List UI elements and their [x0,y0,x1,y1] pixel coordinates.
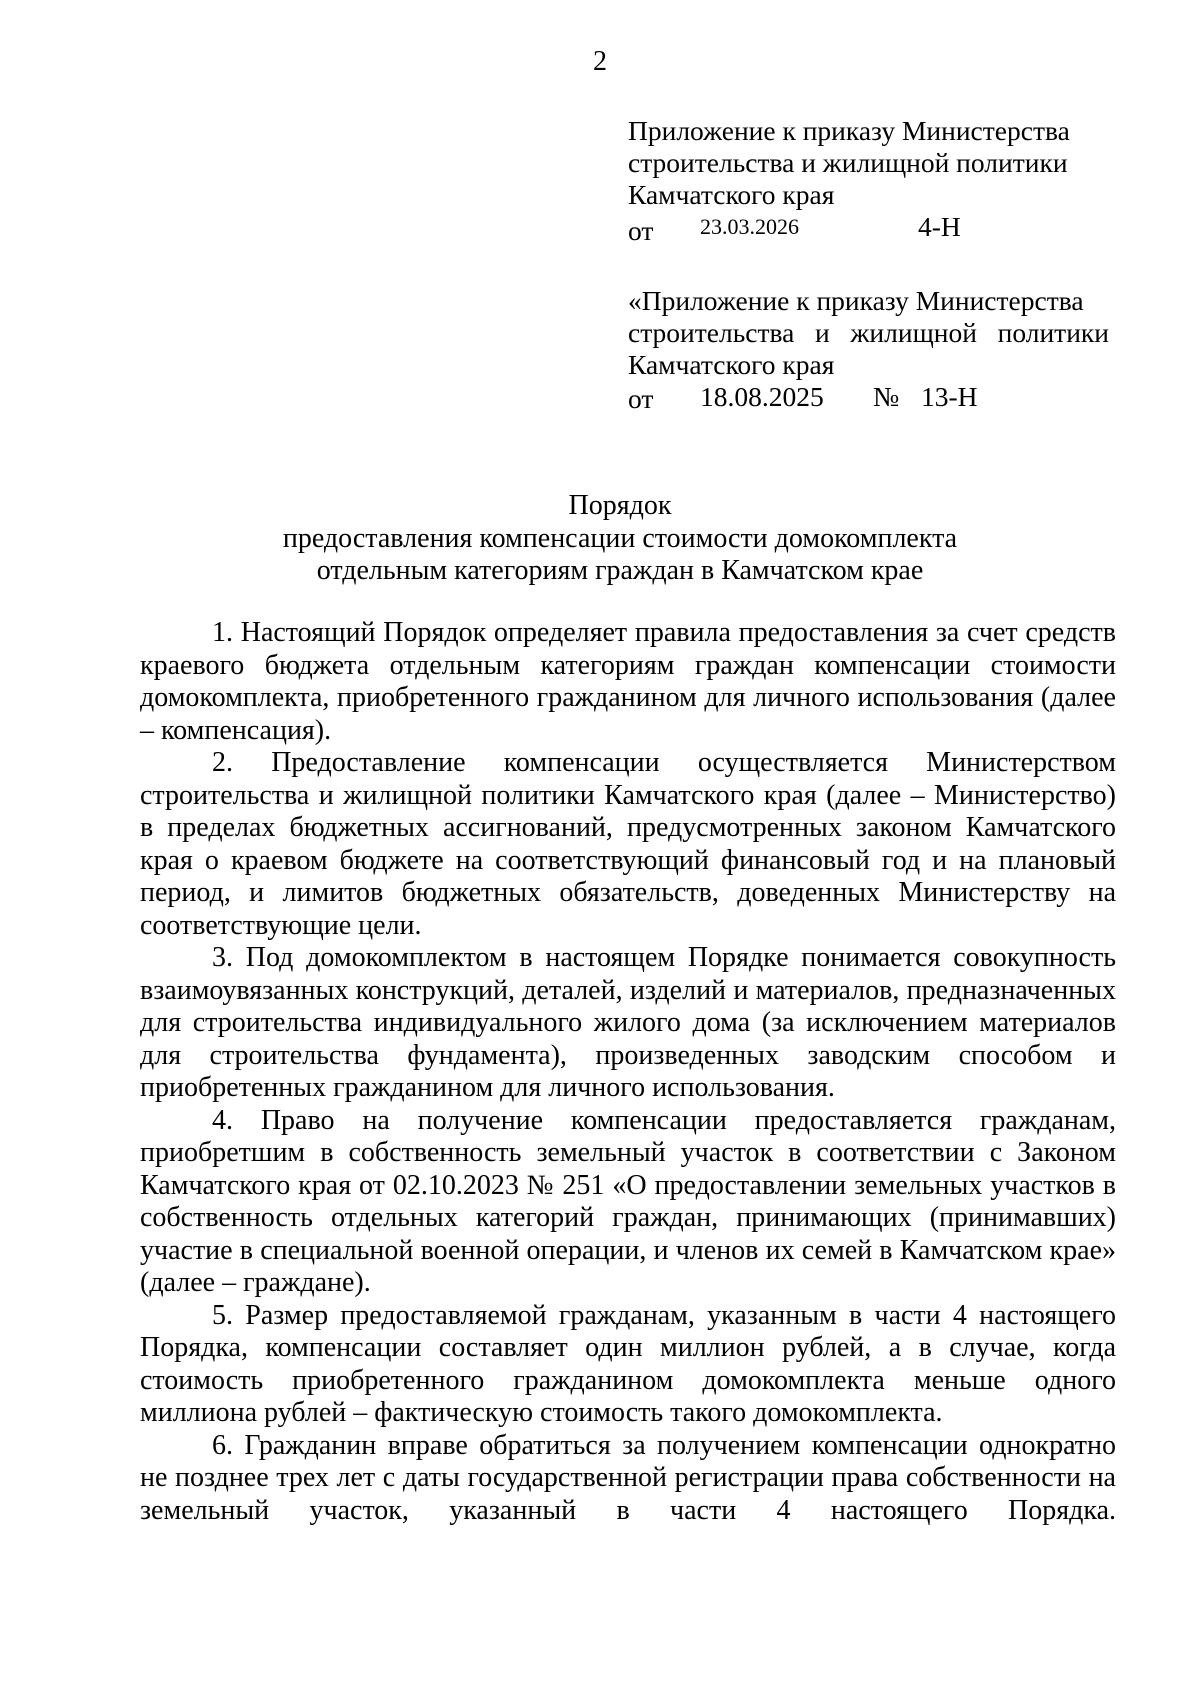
paragraph-4: 4. Право на получение компенсации предоставляется гражданам, приобретшим в собственность земельный участок в соответствии с Законом Камчатского края от 02.10.2023 № 251 «О предоставлении земельных участков в собственность отдельных категорий граждан, принимающих (принимавших) участие в специальной военной операции, и членов их семей в Камчатском крае» (далее – граждане). [140,1104,1116,1298]
word: и [815,317,830,348]
appendix-line: Приложение к приказу Министерства [628,115,1070,146]
order-date: 23.03.2026 [700,214,799,239]
document-title [140,490,1100,588]
order-number: 13-Н [921,381,978,412]
number-sign: № [873,381,900,412]
appendix-date-row [628,381,1148,417]
appendix-line: строительства и жилищной политики [628,147,1068,178]
appendix-line-justified [628,317,1109,349]
appendix-date-row [628,211,1148,247]
appendix-line: Камчатского края [628,179,835,210]
order-number: 4-Н [918,211,961,242]
appendix-line: Камчатского края [628,349,835,380]
appendix-header-current [628,115,1148,247]
word: политики [997,317,1109,348]
paragraph-2: 2. Предоставление компенсации осуществляется Министерством строительства и жилищной политики Камчатского края (далее – Министерство) в пределах бюджетных ассигнований, предусмотренных законом Камчатского края о краевом бюджете на соответствующий финансовый год и на плановый период, и лимитов бюджетных обязательств, доведенных Министерству на соответствующие цели. [140,747,1116,941]
appendix-header-original [628,285,1148,417]
title-line: предоставления компенсации стоимости домокомплекта [282,522,958,554]
order-date: 18.08.2025 [700,381,824,412]
from-label: от [628,383,654,414]
paragraph-1: 1. Настоящий Порядок определяет правила предоставления за счет средств краевого бюджета отдельным категориям граждан компенсации стоимости домокомплекта, приобретенного гражданином для личного использования (далее – компенсация). [140,617,1116,746]
appendix-line: «Приложение к приказу Министерства [628,285,1084,316]
page-number: 2 [593,46,607,77]
paragraph-6: 6. Гражданин вправе обратиться за получением компенсации однократно не позднее трех лет с даты государственной регистрации права собственности на земельный участок, указанный в части 4 настоящего Порядка. [140,1429,1116,1526]
word: жилищной [850,317,977,348]
title-line: Порядок [568,490,672,521]
paragraph-3: 3. Под домокомплектом в настоящем Порядке понимается совокупность взаимоувязанных конструкций, деталей, изделий и материалов, предназначенных для строительства индивидуального жилого дома (за исключением материалов для строительства фундамента), произведенных заводским способом и приобретенных гражданином для личного использования. [140,942,1116,1103]
word: строительства [628,317,795,348]
document-body [140,617,1116,1527]
paragraph-5: 5. Размер предоставляемой гражданам, указанным в части 4 настоящего Порядка, компенсации составляет один миллион рублей, а в случае, когда стоимость приобретенного гражданином домокомплекта меньше одного миллиона рублей – фактическую стоимость такого домокомплекта. [140,1299,1116,1428]
title-line: отдельным категориям граждан в Камчатском крае [316,555,924,586]
from-label: от [628,215,654,246]
